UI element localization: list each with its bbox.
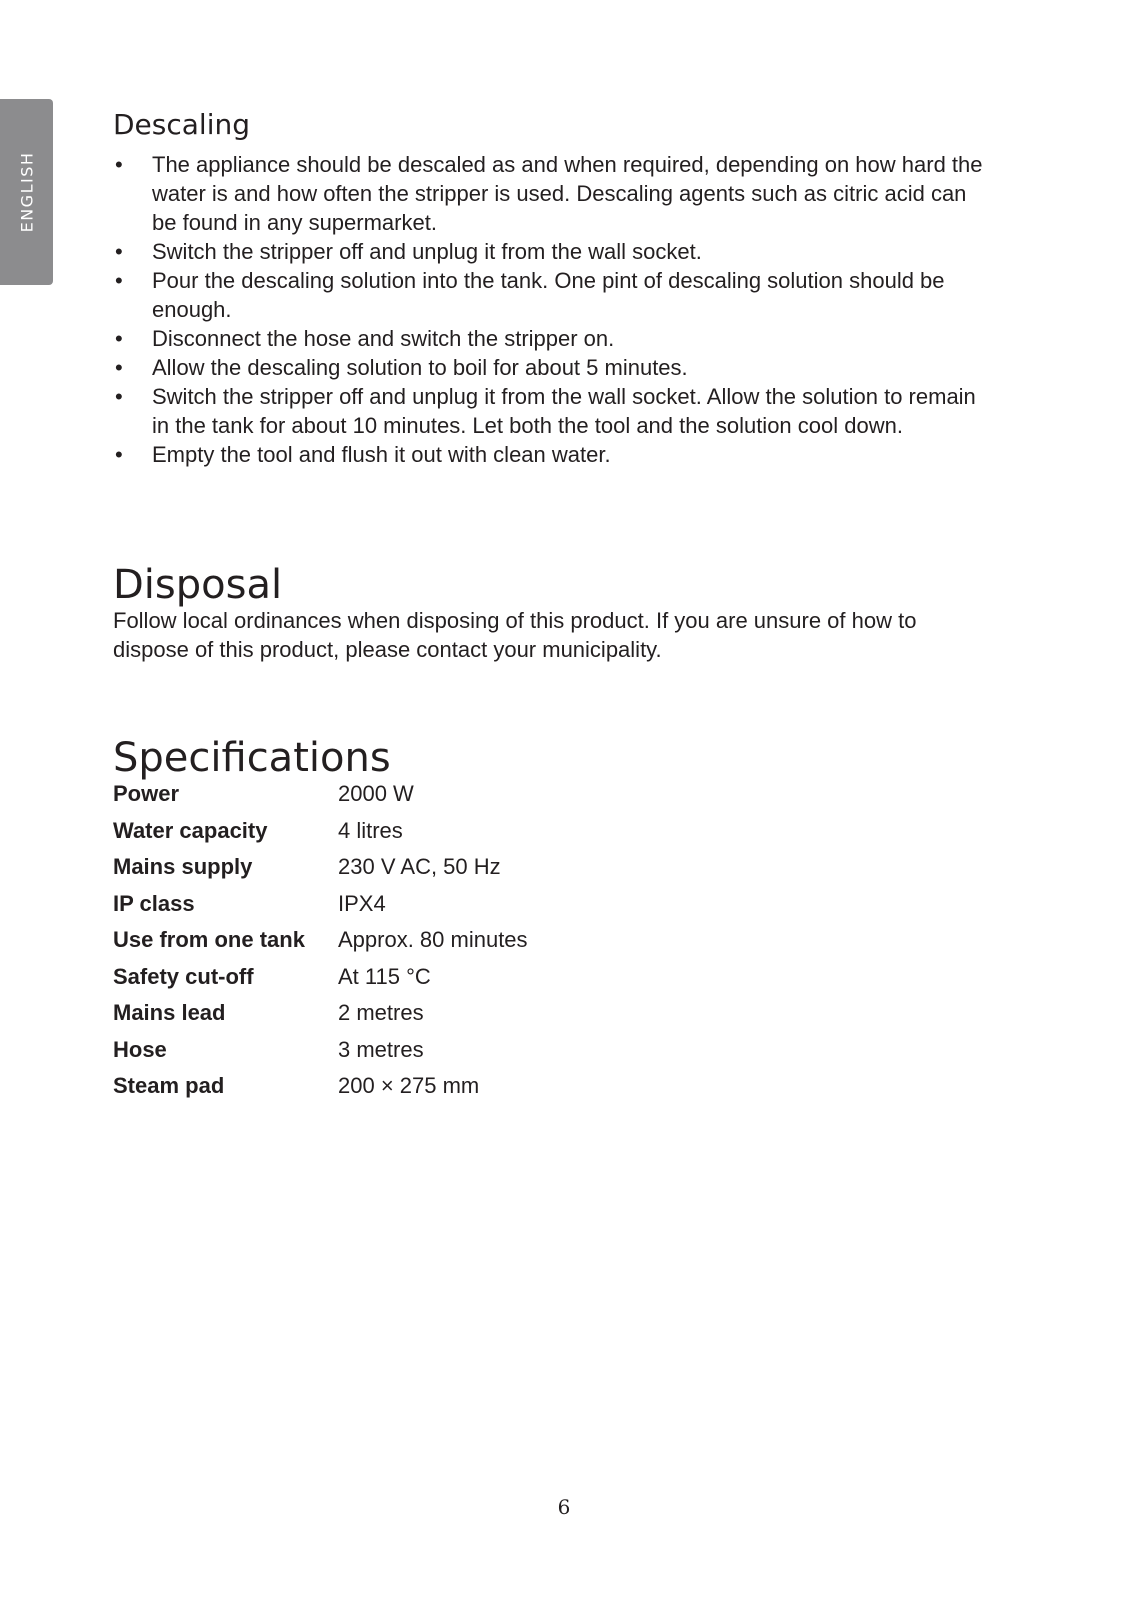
spec-value: IPX4 — [338, 890, 386, 916]
disposal-text: Follow local ordinances when disposing of this product. If you are unsure of how to dispose of this product, please contact your municipality. — [113, 608, 917, 662]
table-row — [113, 886, 673, 923]
table-row — [113, 922, 673, 959]
list-item: • Pour the descaling solution into the tank. One pint of descaling solution should be enough. — [113, 266, 983, 324]
spec-label: Steam pad — [113, 1073, 225, 1099]
spec-label: IP class — [113, 890, 195, 916]
page-number: 6 — [557, 1495, 571, 1519]
spec-value: 2 metres — [338, 1000, 424, 1026]
disposal-heading: Disposal — [113, 562, 283, 608]
table-row — [113, 959, 673, 996]
list-item: • The appliance should be descaled as and when required, depending on how hard the water is and how often the stripper is used. Descaling agents such as citric acid can be found in any supermarket. — [113, 150, 983, 237]
spec-label: Safety cut-off — [113, 963, 254, 989]
table-row — [113, 776, 673, 813]
table-row — [113, 813, 673, 850]
spec-label: Hose — [113, 1036, 167, 1062]
list-item: • Empty the tool and flush it out with clean water. — [113, 440, 983, 469]
list-item: • Allow the descaling solution to boil for about 5 minutes. — [113, 353, 983, 382]
specifications-heading: Specifications — [113, 735, 391, 781]
spec-label: Mains supply — [113, 854, 253, 880]
language-tab-label: ENGLISH — [17, 151, 36, 233]
table-row — [113, 995, 673, 1032]
descaling-heading: Descaling — [113, 108, 251, 141]
spec-value: 200 × 275 mm — [338, 1073, 480, 1099]
spec-value: Approx. 80 minutes — [338, 927, 528, 953]
spec-value: 230 V AC, 50 Hz — [338, 854, 501, 880]
descaling-list — [113, 150, 983, 469]
spec-label: Water capacity — [113, 817, 268, 843]
list-item: • Switch the stripper off and unplug it from the wall socket. Allow the solution to remain in the tank for about 10 minutes. Let both the tool and the solution cool down. — [113, 382, 983, 440]
table-row — [113, 1068, 673, 1105]
spec-value: At 115 °C — [338, 963, 431, 989]
spec-label: Use from one tank — [113, 927, 305, 953]
list-item: • Disconnect the hose and switch the stripper on. — [113, 324, 983, 353]
table-row — [113, 1032, 673, 1069]
spec-value: 2000 W — [338, 781, 414, 807]
spec-label: Power — [113, 781, 180, 807]
spec-value: 4 litres — [338, 817, 403, 843]
table-row — [113, 849, 673, 886]
language-tab — [0, 99, 53, 285]
spec-value: 3 metres — [338, 1036, 424, 1062]
specifications-table — [113, 776, 673, 1105]
list-item: • Switch the stripper off and unplug it from the wall socket. — [113, 237, 983, 266]
spec-label: Mains lead — [113, 1000, 226, 1026]
